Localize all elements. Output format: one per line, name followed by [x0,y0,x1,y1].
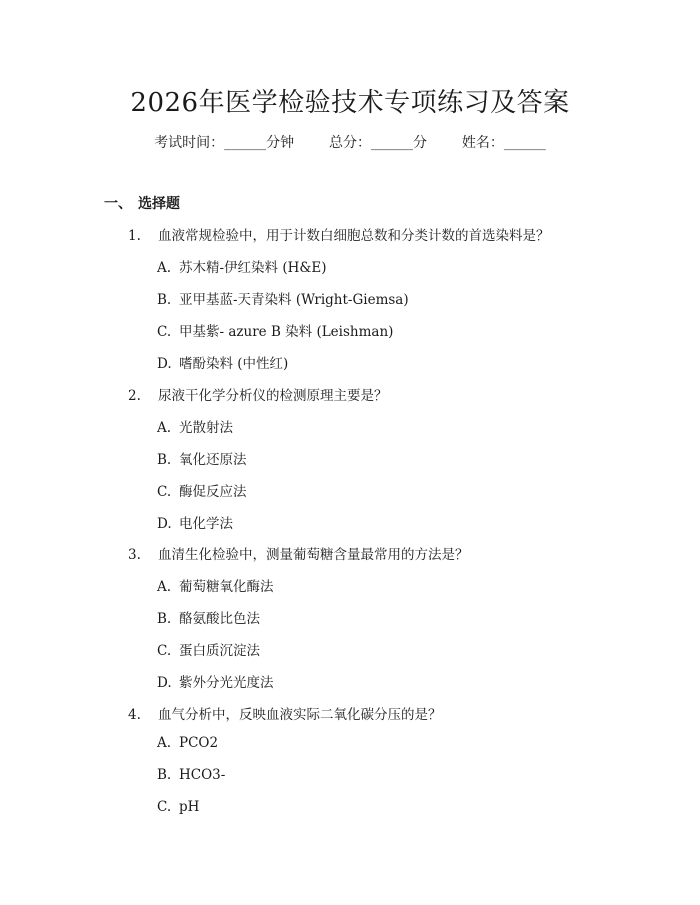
question-2-option-c [157,480,247,500]
option-letter: C. [157,324,172,340]
question-3-option-c [157,639,260,659]
question-3-option-b [157,607,260,627]
option-letter: B. [157,292,172,308]
section-heading [104,193,180,213]
option-letter: A. [157,579,172,595]
question-1-option-c [157,320,393,340]
exam-time-field: 考试时间：______分钟 [154,135,295,151]
option-text: 甲基紫- azure B 染料 (Leishman) [179,324,394,340]
question-text: 尿液干化学分析仪的检测原理主要是？ [158,388,388,404]
total-score-field: 总分：______分 [329,135,427,151]
section-number: 一、 [104,196,132,212]
option-letter: C. [157,643,172,659]
option-letter: D. [157,516,172,532]
question-2 [128,384,388,404]
option-letter: D. [157,356,172,372]
question-3-option-a [157,575,274,595]
option-text: PCO2 [179,735,219,751]
question-number: 2. [128,388,141,404]
question-text: 血液常规检验中，用于计数白细胞总数和分类计数的首选染料是？ [158,228,550,244]
option-letter: C. [157,799,172,815]
question-text: 血气分析中，反映血液实际二氧化碳分压的是？ [158,707,442,723]
option-text: 光散射法 [179,420,233,436]
question-2-option-b [157,448,247,468]
option-letter: B. [157,452,172,468]
option-text: 紫外分光光度法 [179,675,274,691]
name-field: 姓名：______ [461,135,546,151]
page-title: 2026年医学检验技术专项练习及答案 [130,88,570,118]
question-4-option-b [157,767,225,783]
option-letter: B. [157,611,172,627]
question-text: 血清生化检验中，测量葡萄糖含量最常用的方法是？ [158,547,469,563]
option-letter: A. [157,420,172,436]
option-letter: B. [157,767,172,783]
question-3-option-d [157,671,274,691]
question-1-option-b [157,288,409,308]
question-number: 4. [128,707,141,723]
exam-info-line [0,132,700,152]
option-text: 酶促反应法 [179,484,247,500]
question-1-option-d [157,352,288,372]
option-text: pH [179,799,200,815]
question-2-option-a [157,416,233,436]
option-text: 苏木精-伊红染料 (H&E) [179,260,327,276]
option-text: 氧化还原法 [179,452,247,468]
option-text: HCO3- [179,767,226,783]
question-2-option-d [157,512,233,532]
option-text: 电化学法 [179,516,233,532]
option-letter: A. [157,260,172,276]
option-letter: D. [157,675,172,691]
question-4-option-a [157,735,218,751]
option-text: 蛋白质沉淀法 [179,643,260,659]
question-1 [128,224,550,244]
option-letter: C. [157,484,172,500]
question-1-option-a [157,256,327,276]
question-number: 1. [128,228,141,244]
question-3 [128,543,469,563]
question-4-option-c [157,799,199,815]
option-text: 嗜酚染料 (中性红) [179,356,289,372]
question-number: 3. [128,547,141,563]
section-title: 选择题 [138,196,180,212]
option-text: 葡萄糖氧化酶法 [179,579,274,595]
option-text: 亚甲基蓝-天青染料 (Wright-Giemsa) [179,292,409,308]
option-text: 酪氨酸比色法 [179,611,260,627]
option-letter: A. [157,735,172,751]
question-4 [128,703,442,723]
